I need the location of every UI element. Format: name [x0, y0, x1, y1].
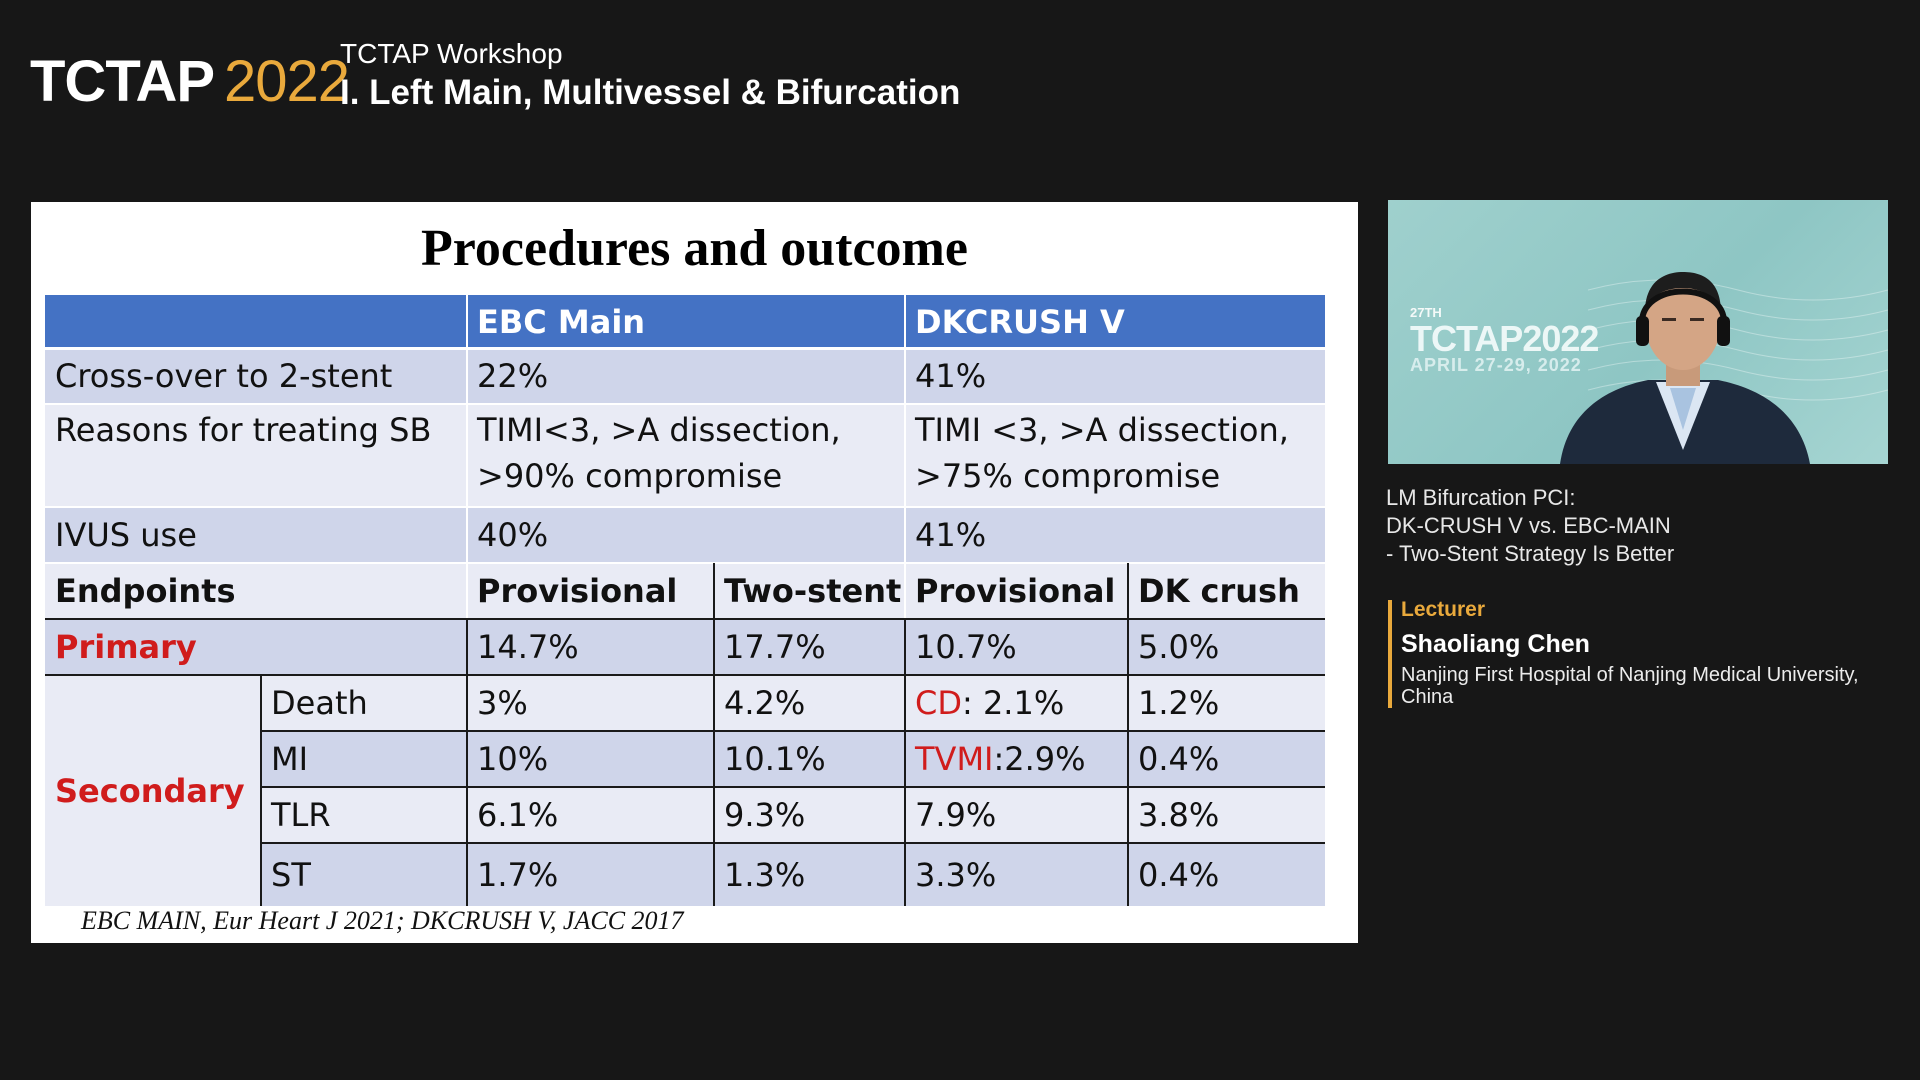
- tlr-ebc-provisional: 6.1%: [467, 787, 714, 843]
- brand-year: 2022: [224, 49, 350, 114]
- grid-line: [261, 786, 1325, 788]
- st-ebc-two-stent: 1.3%: [714, 843, 905, 906]
- endpoints-dk-crush: DK crush: [1128, 563, 1325, 619]
- video-backdrop-logo: TCTAP2022: [1410, 318, 1599, 359]
- lecturer-name: Shaoliang Chen: [1401, 630, 1590, 658]
- crossover-dk-value: 41%: [905, 348, 1325, 404]
- speaker-video: [1388, 200, 1888, 464]
- row-label-secondary: Secondary: [45, 675, 261, 906]
- grid-line: [466, 619, 468, 906]
- presenter-figure: [1538, 260, 1828, 464]
- session-header: [340, 38, 960, 114]
- grid-line: [261, 842, 1325, 844]
- death-ebc-two-stent: 4.2%: [714, 675, 905, 731]
- ivus-dk-value: 41%: [905, 507, 1325, 563]
- grid-line: [45, 347, 1325, 350]
- row-label-st: ST: [261, 843, 467, 906]
- ivus-ebc-value: 40%: [467, 507, 905, 563]
- row-label-death: Death: [261, 675, 467, 731]
- death-ebc-provisional: 3%: [467, 675, 714, 731]
- crossover-ebc-value: 22%: [467, 348, 905, 404]
- lecturer-label: Lecturer: [1401, 598, 1486, 621]
- primary-ebc-two-stent: 17.7%: [714, 619, 905, 675]
- endpoints-ebc-provisional: Provisional: [467, 563, 714, 619]
- grid-line: [904, 619, 906, 906]
- grid-line: [713, 563, 715, 906]
- tvmi-value: :2.9%: [993, 740, 1086, 778]
- grid-line: [45, 403, 1325, 405]
- grid-line: [45, 618, 1325, 620]
- outcome-table: [45, 295, 1325, 906]
- video-backdrop-dates: APRIL 27-29, 2022: [1410, 355, 1582, 375]
- lecturer-affiliation: Nanjing First Hospital of Nanjing Medical University, China: [1401, 664, 1859, 708]
- mi-ebc-provisional: 10%: [467, 731, 714, 787]
- slide-title: Procedures and outcome: [421, 220, 968, 277]
- talk-title-line-2: DK-CRUSH V vs. EBC-MAIN: [1386, 513, 1671, 538]
- grid-line: [904, 295, 906, 619]
- reasons-ebc-value: TIMI<3, >A dissection, >90% compromise: [467, 404, 905, 507]
- column-header-ebc: EBC Main: [467, 295, 905, 348]
- grid-line: [45, 674, 1325, 676]
- grid-line: [45, 562, 1325, 564]
- event-logo: [30, 49, 350, 114]
- column-header-dkcrush: DKCRUSH V: [905, 295, 1325, 348]
- session-title: I. Left Main, Multivessel & Bifurcation: [340, 73, 961, 112]
- primary-dk-provisional: 10.7%: [905, 619, 1128, 675]
- row-label-reasons: Reasons for treating SB: [45, 404, 467, 507]
- lecturer-accent-bar: [1388, 600, 1392, 708]
- endpoints-dk-provisional: Provisional: [905, 563, 1128, 619]
- grid-line: [1127, 563, 1129, 906]
- row-label-tlr: TLR: [261, 787, 467, 843]
- presentation-slide: [31, 202, 1358, 943]
- cardiac-death-label: CD: [915, 684, 962, 722]
- row-label-endpoints: Endpoints: [45, 563, 467, 619]
- tvmi-label: TVMI: [915, 740, 994, 778]
- st-dk-crush: 0.4%: [1128, 843, 1325, 906]
- header-blank-cell: [45, 295, 467, 348]
- grid-line: [466, 295, 468, 619]
- video-edition-label: 27TH: [1410, 305, 1442, 320]
- endpoints-ebc-two-stent: Two-stent: [714, 563, 905, 619]
- primary-dk-crush: 5.0%: [1128, 619, 1325, 675]
- st-ebc-provisional: 1.7%: [467, 843, 714, 906]
- row-label-mi: MI: [261, 731, 467, 787]
- mi-ebc-two-stent: 10.1%: [714, 731, 905, 787]
- talk-title: [1386, 484, 1674, 568]
- mi-dk-crush: 0.4%: [1128, 731, 1325, 787]
- brand-name: TCTAP: [30, 49, 215, 114]
- reasons-dk-value: TIMI <3, >A dissection, >75% compromise: [905, 404, 1325, 507]
- cardiac-death-value: : 2.1%: [961, 684, 1065, 722]
- row-label-ivus: IVUS use: [45, 507, 467, 563]
- grid-line: [261, 730, 1325, 732]
- death-dk-crush: 1.2%: [1128, 675, 1325, 731]
- st-dk-provisional: 3.3%: [905, 843, 1128, 906]
- primary-ebc-provisional: 14.7%: [467, 619, 714, 675]
- row-label-primary: Primary: [45, 619, 467, 675]
- tlr-dk-crush: 3.8%: [1128, 787, 1325, 843]
- session-subtitle: TCTAP Workshop: [340, 38, 563, 69]
- talk-title-line-3: - Two-Stent Strategy Is Better: [1386, 541, 1675, 566]
- slide-citation: EBC MAIN, Eur Heart J 2021; DKCRUSH V, JACC 2017: [81, 906, 684, 935]
- tlr-ebc-two-stent: 9.3%: [714, 787, 905, 843]
- tlr-dk-provisional: 7.9%: [905, 787, 1128, 843]
- talk-title-line-1: LM Bifurcation PCI:: [1386, 485, 1576, 510]
- mi-dk-provisional: [905, 731, 1128, 787]
- grid-line: [45, 506, 1325, 508]
- row-label-crossover: Cross-over to 2-stent: [45, 348, 467, 404]
- death-dk-provisional: [905, 675, 1128, 731]
- grid-line: [260, 675, 262, 906]
